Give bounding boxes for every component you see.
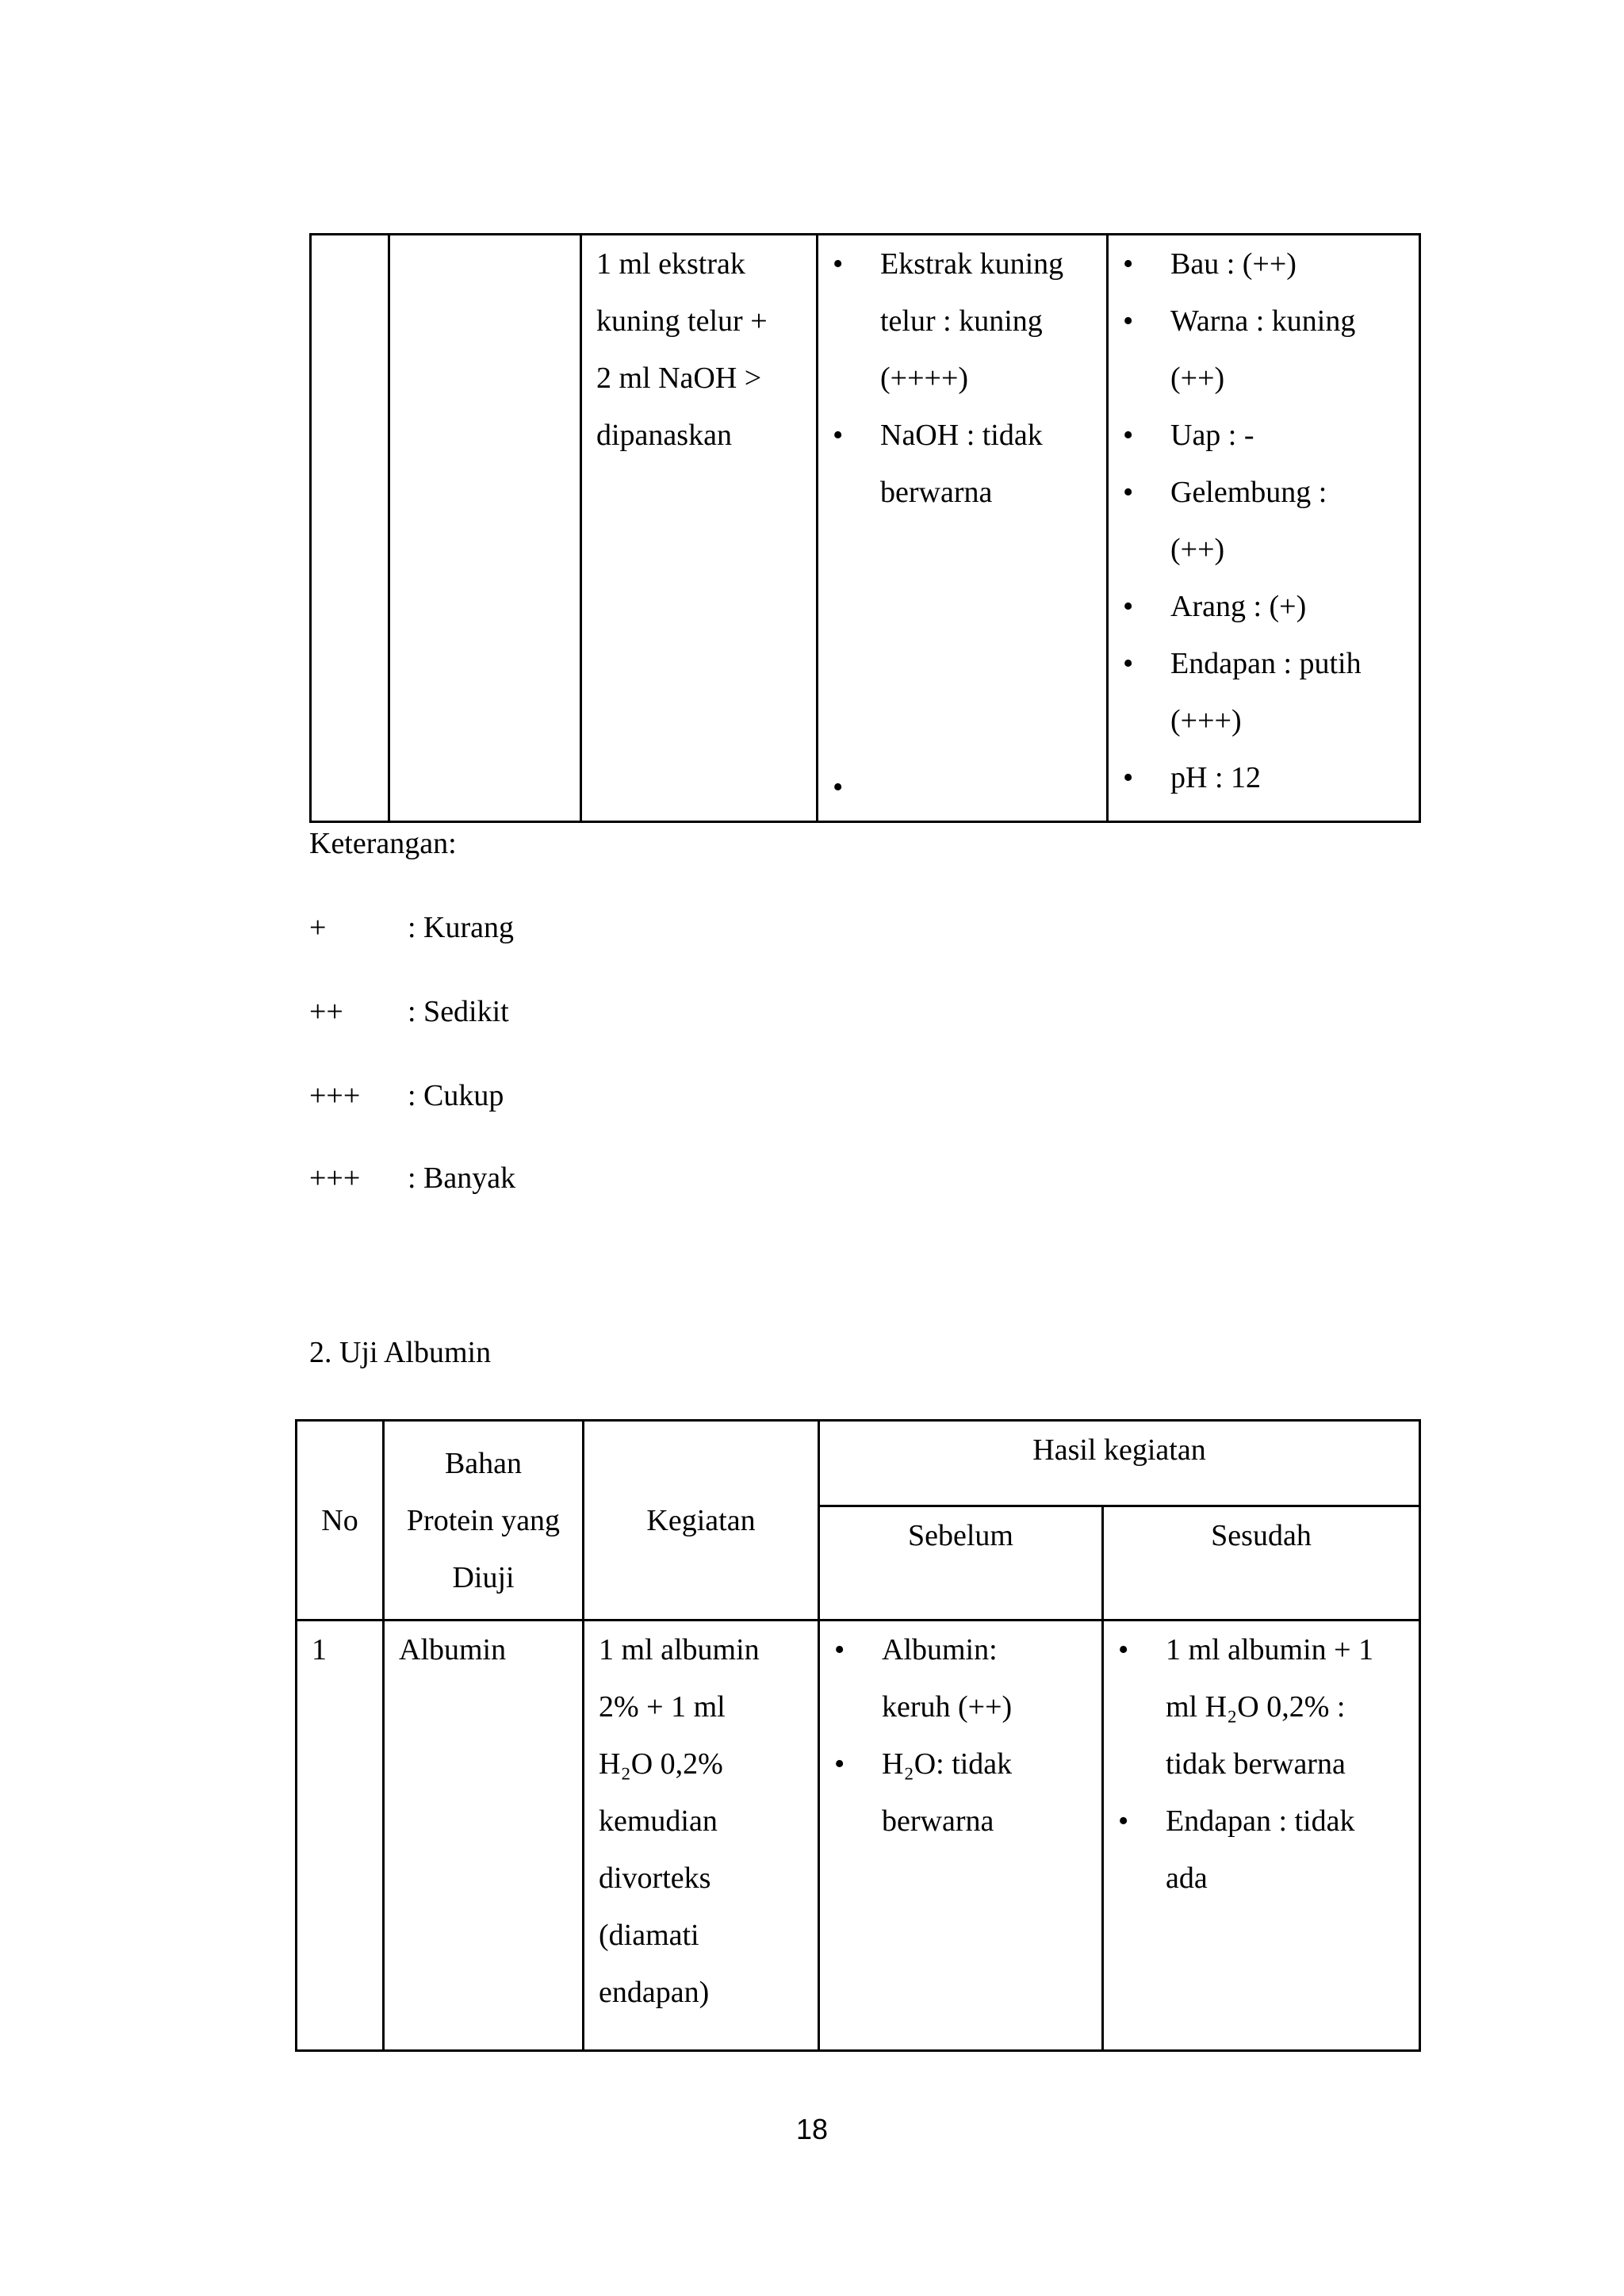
legend-description: : Sedikit (408, 995, 509, 1028)
legend-symbol: +++ (309, 1079, 361, 1112)
albumin-test-table (295, 1419, 1421, 2052)
list-item: • H₂O: tidak berwarna (820, 1735, 1101, 1850)
activity-line: 2 ml NaOH > (596, 362, 762, 395)
legend-symbol: + (309, 911, 327, 944)
activity-line: kemudian (599, 1804, 718, 1838)
list-item: • Endapan : putih (+++) (1109, 635, 1419, 749)
row-after (1103, 1621, 1420, 2051)
before-list (820, 1621, 1101, 1850)
section-heading: 2. Uji Albumin (309, 1336, 492, 1369)
row-before (819, 1621, 1103, 2051)
list-item: • Albumin: keruh (++) (820, 1621, 1101, 1735)
list-item: • Bau : (++) (1109, 235, 1419, 293)
header-before: Sebelum (819, 1506, 1103, 1621)
reaction-table-continued (309, 233, 1421, 823)
activity-line: 1 ml albumin (599, 1633, 760, 1667)
list-item: • NaOH : tidak berwarna (818, 407, 1106, 521)
page-number: 18 (795, 2113, 829, 2145)
before-cell (818, 235, 1108, 822)
legend-title: Keterangan: (309, 827, 457, 860)
activity-line: 1 ml ekstrak (596, 247, 745, 281)
legend-description: : Kurang (408, 911, 515, 944)
list-item: • Ekstrak kuning telur : kuning (++++) (818, 235, 1106, 407)
row-no: 1 (297, 1621, 384, 2051)
before-list (818, 235, 1106, 521)
after-cell (1108, 235, 1420, 822)
activity-line: dipanaskan (596, 419, 732, 452)
list-item: • pH : 12 (1109, 749, 1419, 806)
activity-cell (581, 235, 818, 822)
header-no: No (297, 1421, 384, 1621)
activity-line: kuning telur + (596, 304, 768, 338)
list-item: • Endapan : tidak ada (1104, 1793, 1419, 1907)
header-after: Sesudah (1103, 1506, 1420, 1621)
activity-line: H₂O 0,2% (599, 1747, 723, 1781)
header-activity: Kegiatan (584, 1421, 819, 1621)
legend-symbol: +++ (309, 1161, 361, 1195)
list-item: • Uap : - (1109, 407, 1419, 464)
legend-symbol: ++ (309, 995, 343, 1028)
empty-bullet-icon: • (833, 771, 844, 804)
list-item: • Gelembung : (++) (1109, 464, 1419, 578)
material-cell (389, 235, 581, 822)
list-item: • 1 ml albumin + 1 ml H₂O 0,2% : tidak berwarna (1104, 1621, 1419, 1793)
row-activity (584, 1621, 819, 2051)
activity-lines (582, 235, 816, 464)
header-results: Hasil kegiatan (819, 1421, 1420, 1506)
activity-line: (diamati (599, 1919, 699, 1952)
list-item: • Warna : kuning (++) (1109, 293, 1419, 407)
after-list (1109, 235, 1419, 806)
no-cell (311, 235, 389, 822)
header-material: Bahan Protein yang Diuji (384, 1421, 584, 1621)
legend-description: : Banyak (408, 1161, 516, 1195)
activity-line: 2% + 1 ml (599, 1690, 726, 1724)
after-list (1104, 1621, 1419, 1907)
activity-line: endapan) (599, 1976, 710, 2009)
legend-description: : Cukup (408, 1079, 504, 1112)
row-material: Albumin (384, 1621, 584, 2051)
list-item: • Arang : (+) (1109, 578, 1419, 635)
activity-line: divorteks (599, 1862, 711, 1895)
